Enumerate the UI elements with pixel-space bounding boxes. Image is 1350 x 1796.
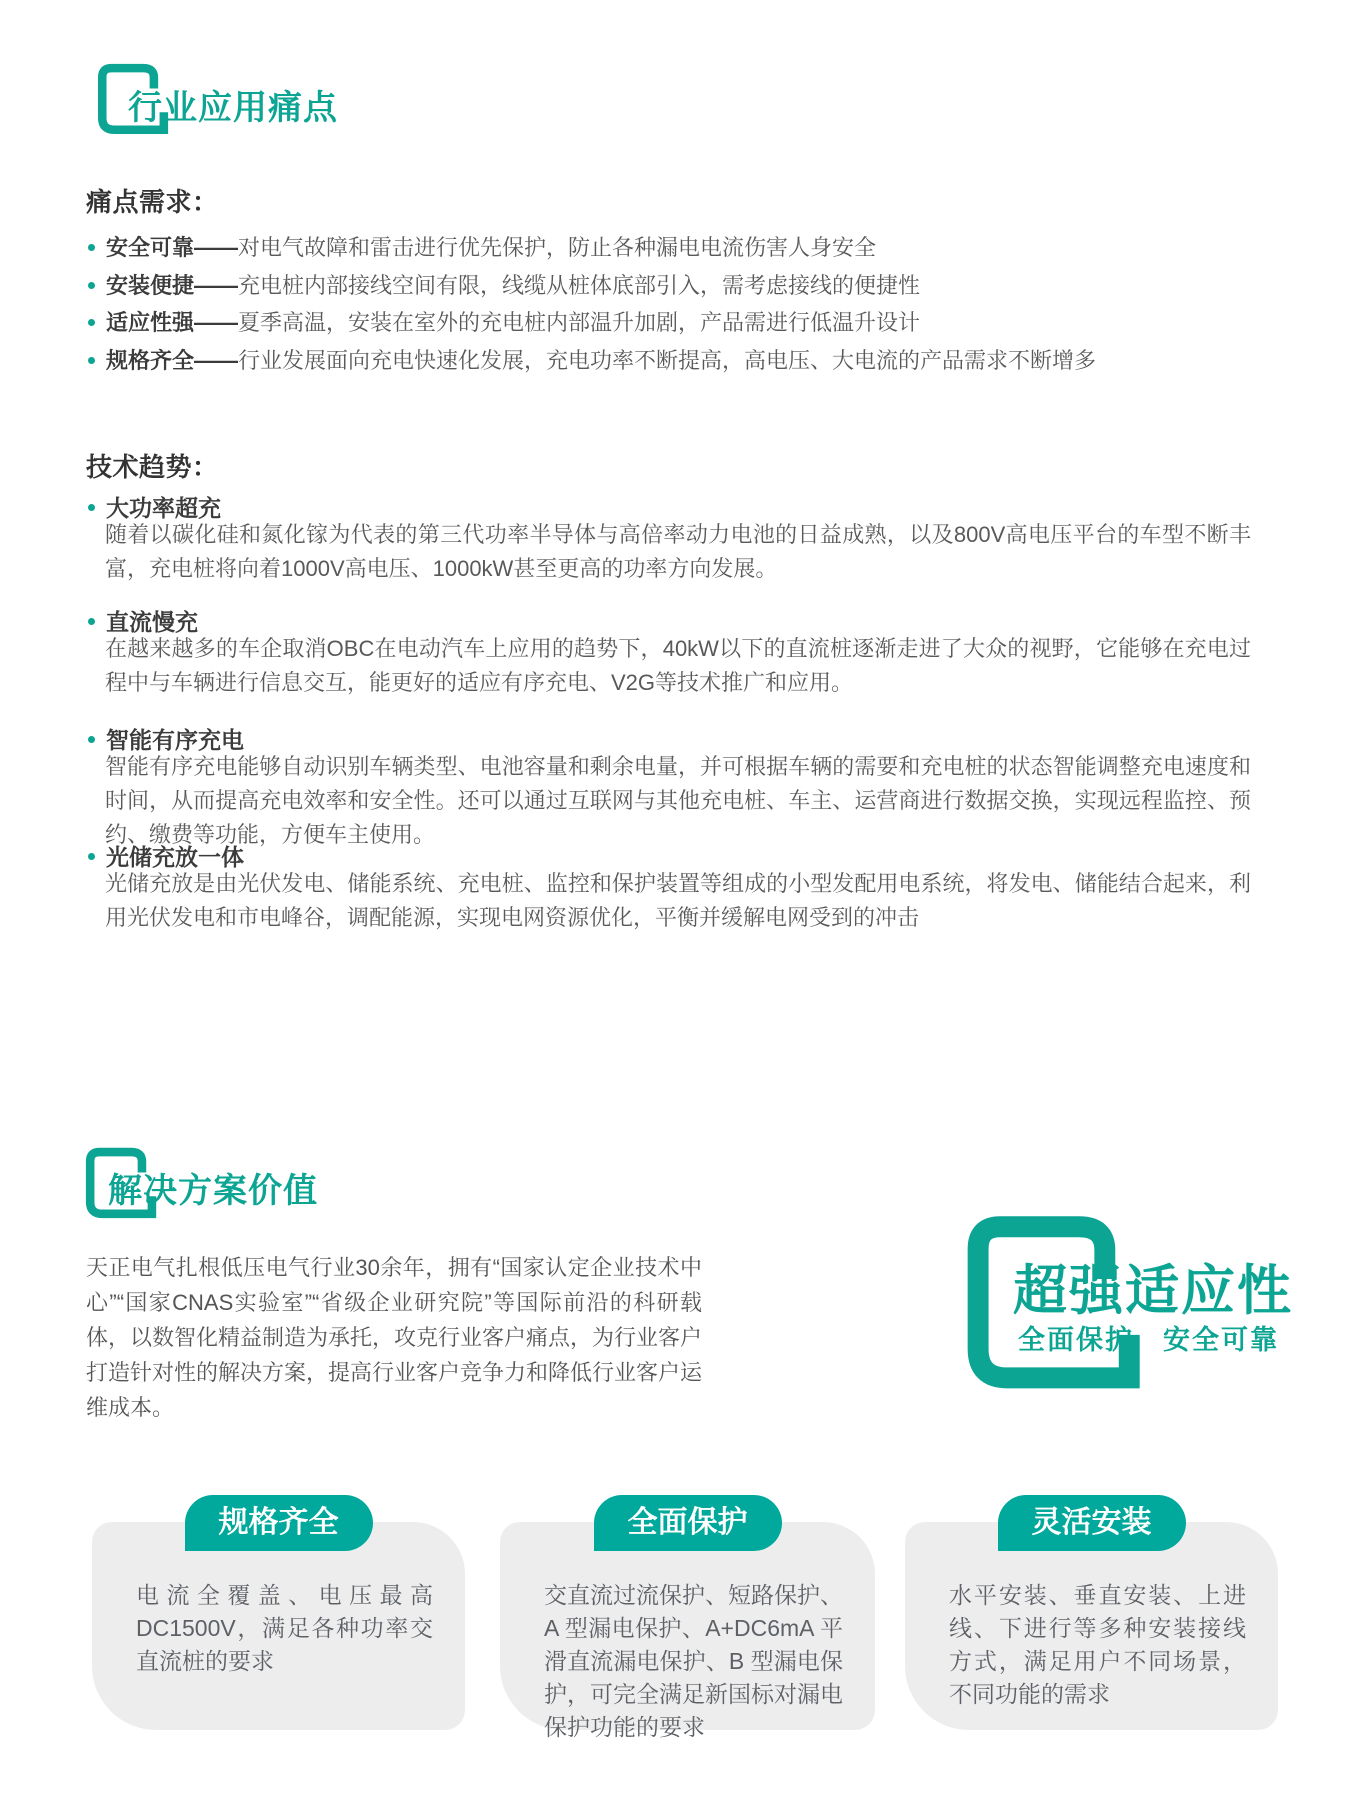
trend-body: 智能有序充电能够自动识别车辆类型、电池容量和剩余电量，并可根据车辆的需要和充电桩的状态智能调整充电速度和时间，从而提高充电效率和安全性。还可以通过互联网与其他充电桩、车主、运营商进行数据交换，实现远程监控、预约、缴费等功能，方便车主使用。	[105, 754, 1251, 847]
card-body: 交直流过流保护、短路保护、A 型漏电保护、A+DC6mA 平滑直流漏电保护、B 型漏电保护，可完全满足新国标对漏电保护功能的要求	[544, 1582, 843, 1740]
badge-subtitle: 全面保护 安全可靠	[1018, 1325, 1279, 1355]
bullet-dot-icon	[88, 618, 95, 625]
feature-card-install	[905, 1506, 1278, 1730]
bullet-dot-icon	[88, 357, 95, 364]
section2-title: 解决方案价值	[108, 1172, 318, 1210]
card-body: 电流全覆盖、电压最高 DC1500V，满足各种功率交直流桩的要求	[136, 1582, 433, 1674]
pain-point: 规格齐全——行业发展面向充电快速化发展，充电功率不断提高，高电压、大电流的产品需求不断增多	[88, 344, 1096, 375]
trend-title: 大功率超充	[88, 490, 221, 523]
trend-body: 随着以碳化硅和氮化镓为代表的第三代功率半导体与高倍率动力电池的日益成熟，以及800V高电压平台的车型不断丰富，充电桩将向着1000V高电压、1000kW甚至更高的功率方向发展。	[105, 522, 1251, 581]
feature-card-specs	[92, 1506, 465, 1730]
solution-paragraph: 天正电气扎根低压电气行业30余年，拥有“国家认定企业技术中心”“国家CNAS实验室”“省级企业研究院”等国际前沿的科研载体，以数智化精益制造为承托，攻克行业客户痛点，为行业客户打造针对性的解决方案，提高行业客户竞争力和降低行业客户运维成本。	[86, 1255, 703, 1420]
card-tab: 全面保护	[594, 1495, 782, 1551]
card-body: 水平安装、垂直安装、上进线、下进行等多种安装接线方式，满足用户不同场景，不同功能的需求	[949, 1582, 1246, 1707]
card-tab: 灵活安装	[998, 1495, 1186, 1551]
bullet-dot-icon	[88, 504, 95, 511]
bullet-dot-icon	[88, 244, 95, 251]
bullet-dot-icon	[88, 853, 95, 860]
section1-title: 行业应用痛点	[128, 89, 338, 127]
pain-heading: 痛点需求：	[86, 187, 219, 217]
trend-title: 光储充放一体	[88, 839, 244, 872]
trend-body: 在越来越多的车企取消OBC在电动汽车上应用的趋势下，40kW以下的直流桩逐渐走进了大众的视野，它能够在充电过程中与车辆进行信息交互，能更好的适应有序充电、V2G等技术推广和应用。	[105, 636, 1251, 695]
bullet-dot-icon	[88, 282, 95, 289]
trend-title: 智能有序充电	[88, 722, 244, 755]
pain-point: 安装便捷——充电桩内部接线空间有限，线缆从桩体底部引入，需考虑接线的便捷性	[88, 269, 920, 300]
feature-card-protection	[500, 1506, 875, 1740]
trend-title: 直流慢充	[88, 604, 198, 637]
trend-body: 光储充放是由光伏发电、储能系统、充电桩、监控和保护装置等组成的小型发配用电系统，将发电、储能结合起来，利用光伏发电和市电峰谷，调配能源，实现电网资源优化，平衡并缓解电网受到的冲击	[105, 871, 1251, 930]
pain-point: 安全可靠——对电气故障和雷击进行优先保护，防止各种漏电电流伤害人身安全	[88, 231, 876, 262]
card-tab: 规格齐全	[185, 1495, 373, 1551]
adaptability-badge	[963, 1203, 1308, 1403]
pain-point: 适应性强——夏季高温，安装在室外的充电桩内部温升加剧，产品需进行低温升设计	[88, 306, 920, 337]
bullet-dot-icon	[88, 736, 95, 743]
bullet-dot-icon	[88, 319, 95, 326]
trend-heading: 技术趋势：	[86, 452, 219, 482]
badge-title: 超强适应性	[1013, 1261, 1293, 1321]
